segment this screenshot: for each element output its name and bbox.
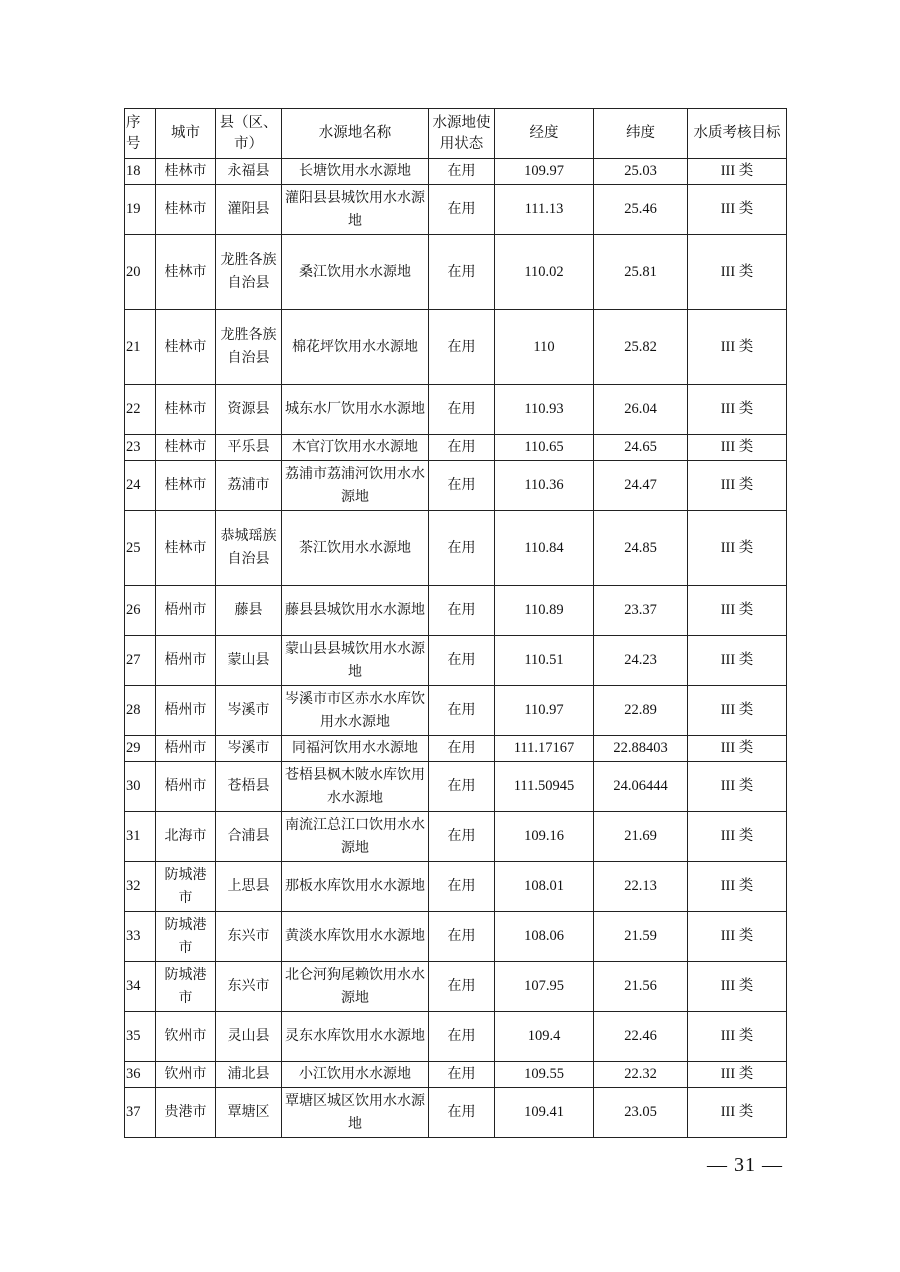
cell-target: III 类 (688, 1062, 787, 1088)
cell-status: 在用 (429, 1088, 495, 1138)
cell-seq: 24 (125, 461, 156, 511)
cell-target: III 类 (688, 159, 787, 185)
cell-lon: 109.4 (495, 1012, 594, 1062)
cell-lon: 111.50945 (495, 762, 594, 812)
cell-city: 桂林市 (156, 461, 216, 511)
cell-lon: 109.41 (495, 1088, 594, 1138)
cell-city: 钦州市 (156, 1062, 216, 1088)
cell-lon: 109.55 (495, 1062, 594, 1088)
cell-target: III 类 (688, 586, 787, 636)
cell-seq: 27 (125, 636, 156, 686)
cell-name: 岑溪市市区赤水水库饮用水水源地 (282, 686, 429, 736)
cell-lat: 22.13 (594, 862, 688, 912)
cell-target: III 类 (688, 185, 787, 235)
cell-status: 在用 (429, 586, 495, 636)
cell-name: 桑江饮用水水源地 (282, 235, 429, 310)
table-row (125, 1088, 787, 1138)
cell-seq: 22 (125, 385, 156, 435)
cell-city: 桂林市 (156, 235, 216, 310)
cell-seq: 21 (125, 310, 156, 385)
table-row (125, 912, 787, 962)
header-seq: 序号 (125, 109, 156, 159)
table-row (125, 511, 787, 586)
cell-status: 在用 (429, 636, 495, 686)
cell-city: 防城港市 (156, 962, 216, 1012)
cell-target: III 类 (688, 912, 787, 962)
cell-name: 灵东水库饮用水水源地 (282, 1012, 429, 1062)
cell-status: 在用 (429, 461, 495, 511)
cell-name: 黄淡水库饮用水水源地 (282, 912, 429, 962)
cell-seq: 35 (125, 1012, 156, 1062)
cell-city: 梧州市 (156, 586, 216, 636)
cell-lon: 110.97 (495, 686, 594, 736)
cell-lon: 110.93 (495, 385, 594, 435)
cell-city: 贵港市 (156, 1088, 216, 1138)
cell-lon: 109.16 (495, 812, 594, 862)
cell-county: 藤县 (216, 586, 282, 636)
cell-target: III 类 (688, 385, 787, 435)
cell-lon: 110 (495, 310, 594, 385)
cell-name: 棉花坪饮用水水源地 (282, 310, 429, 385)
cell-lon: 108.06 (495, 912, 594, 962)
cell-county: 浦北县 (216, 1062, 282, 1088)
cell-status: 在用 (429, 736, 495, 762)
cell-county: 岑溪市 (216, 686, 282, 736)
cell-county: 合浦县 (216, 812, 282, 862)
cell-county: 平乐县 (216, 435, 282, 461)
cell-city: 梧州市 (156, 686, 216, 736)
cell-status: 在用 (429, 1012, 495, 1062)
cell-status: 在用 (429, 862, 495, 912)
cell-city: 桂林市 (156, 159, 216, 185)
cell-lat: 24.06444 (594, 762, 688, 812)
cell-county: 资源县 (216, 385, 282, 435)
cell-lat: 23.05 (594, 1088, 688, 1138)
cell-lat: 24.23 (594, 636, 688, 686)
table-row (125, 435, 787, 461)
cell-seq: 33 (125, 912, 156, 962)
cell-target: III 类 (688, 736, 787, 762)
cell-seq: 20 (125, 235, 156, 310)
cell-city: 梧州市 (156, 636, 216, 686)
cell-lat: 25.03 (594, 159, 688, 185)
cell-city: 梧州市 (156, 736, 216, 762)
header-county: 县（区、市） (216, 109, 282, 159)
cell-seq: 37 (125, 1088, 156, 1138)
cell-status: 在用 (429, 962, 495, 1012)
cell-city: 桂林市 (156, 435, 216, 461)
cell-city: 防城港市 (156, 862, 216, 912)
cell-lon: 110.51 (495, 636, 594, 686)
cell-target: III 类 (688, 310, 787, 385)
cell-status: 在用 (429, 912, 495, 962)
cell-target: III 类 (688, 235, 787, 310)
cell-county: 覃塘区 (216, 1088, 282, 1138)
table-row (125, 461, 787, 511)
cell-seq: 34 (125, 962, 156, 1012)
cell-seq: 23 (125, 435, 156, 461)
cell-county: 东兴市 (216, 912, 282, 962)
cell-name: 小江饮用水水源地 (282, 1062, 429, 1088)
cell-lon: 109.97 (495, 159, 594, 185)
cell-name: 南流江总江口饮用水水源地 (282, 812, 429, 862)
cell-target: III 类 (688, 636, 787, 686)
cell-city: 桂林市 (156, 310, 216, 385)
page-number: — 31 — (707, 1154, 783, 1176)
cell-target: III 类 (688, 686, 787, 736)
cell-target: III 类 (688, 511, 787, 586)
cell-lat: 21.59 (594, 912, 688, 962)
cell-status: 在用 (429, 159, 495, 185)
cell-lat: 23.37 (594, 586, 688, 636)
cell-status: 在用 (429, 686, 495, 736)
table-row (125, 1062, 787, 1088)
cell-name: 荔浦市荔浦河饮用水水源地 (282, 461, 429, 511)
cell-name: 灌阳县县城饮用水水源地 (282, 185, 429, 235)
cell-seq: 19 (125, 185, 156, 235)
table-row (125, 636, 787, 686)
table-row (125, 310, 787, 385)
cell-lat: 21.69 (594, 812, 688, 862)
cell-seq: 25 (125, 511, 156, 586)
cell-lon: 110.89 (495, 586, 594, 636)
header-lon: 经度 (495, 109, 594, 159)
cell-county: 岑溪市 (216, 736, 282, 762)
cell-seq: 32 (125, 862, 156, 912)
cell-target: III 类 (688, 762, 787, 812)
cell-status: 在用 (429, 1062, 495, 1088)
water-source-table (124, 108, 787, 1138)
cell-county: 东兴市 (216, 962, 282, 1012)
table-row (125, 159, 787, 185)
cell-county: 蒙山县 (216, 636, 282, 686)
table-row (125, 385, 787, 435)
cell-target: III 类 (688, 435, 787, 461)
cell-lon: 110.36 (495, 461, 594, 511)
cell-city: 钦州市 (156, 1012, 216, 1062)
table-row (125, 862, 787, 912)
cell-city: 梧州市 (156, 762, 216, 812)
cell-county: 上思县 (216, 862, 282, 912)
cell-name: 木官汀饮用水水源地 (282, 435, 429, 461)
cell-target: III 类 (688, 962, 787, 1012)
cell-lat: 26.04 (594, 385, 688, 435)
cell-target: III 类 (688, 1088, 787, 1138)
cell-seq: 30 (125, 762, 156, 812)
cell-lon: 111.13 (495, 185, 594, 235)
cell-city: 北海市 (156, 812, 216, 862)
table-row (125, 185, 787, 235)
cell-name: 覃塘区城区饮用水水源地 (282, 1088, 429, 1138)
cell-city: 防城港市 (156, 912, 216, 962)
cell-lon: 110.65 (495, 435, 594, 461)
cell-county: 龙胜各族自治县 (216, 235, 282, 310)
table-row (125, 686, 787, 736)
cell-lat: 24.47 (594, 461, 688, 511)
cell-lat: 24.85 (594, 511, 688, 586)
cell-seq: 18 (125, 159, 156, 185)
cell-target: III 类 (688, 1012, 787, 1062)
cell-city: 桂林市 (156, 385, 216, 435)
cell-lon: 111.17167 (495, 736, 594, 762)
table-row (125, 1012, 787, 1062)
cell-name: 长塘饮用水水源地 (282, 159, 429, 185)
cell-target: III 类 (688, 461, 787, 511)
cell-name: 那板水库饮用水水源地 (282, 862, 429, 912)
cell-seq: 31 (125, 812, 156, 862)
header-city: 城市 (156, 109, 216, 159)
table-row (125, 235, 787, 310)
cell-name: 城东水厂饮用水水源地 (282, 385, 429, 435)
cell-status: 在用 (429, 435, 495, 461)
header-name: 水源地名称 (282, 109, 429, 159)
cell-name: 茶江饮用水水源地 (282, 511, 429, 586)
cell-lon: 108.01 (495, 862, 594, 912)
table-row (125, 812, 787, 862)
cell-lat: 21.56 (594, 962, 688, 1012)
cell-status: 在用 (429, 235, 495, 310)
table-row (125, 736, 787, 762)
cell-lat: 25.82 (594, 310, 688, 385)
cell-county: 灌阳县 (216, 185, 282, 235)
cell-lat: 25.81 (594, 235, 688, 310)
cell-lat: 24.65 (594, 435, 688, 461)
cell-seq: 28 (125, 686, 156, 736)
cell-county: 恭城瑶族自治县 (216, 511, 282, 586)
cell-name: 藤县县城饮用水水源地 (282, 586, 429, 636)
table-row (125, 586, 787, 636)
cell-lon: 107.95 (495, 962, 594, 1012)
cell-status: 在用 (429, 511, 495, 586)
cell-lon: 110.02 (495, 235, 594, 310)
cell-name: 同福河饮用水水源地 (282, 736, 429, 762)
cell-name: 北仑河狗尾赖饮用水水源地 (282, 962, 429, 1012)
table-header-row (125, 109, 787, 159)
cell-lat: 22.46 (594, 1012, 688, 1062)
cell-status: 在用 (429, 812, 495, 862)
table-row (125, 962, 787, 1012)
cell-seq: 36 (125, 1062, 156, 1088)
cell-status: 在用 (429, 762, 495, 812)
cell-city: 桂林市 (156, 511, 216, 586)
cell-city: 桂林市 (156, 185, 216, 235)
header-target: 水质考核目标 (688, 109, 787, 159)
header-status: 水源地使用状态 (429, 109, 495, 159)
cell-name: 苍梧县枫木陂水库饮用水水源地 (282, 762, 429, 812)
cell-lat: 22.88403 (594, 736, 688, 762)
cell-seq: 29 (125, 736, 156, 762)
cell-lat: 22.89 (594, 686, 688, 736)
cell-target: III 类 (688, 862, 787, 912)
cell-lon: 110.84 (495, 511, 594, 586)
cell-county: 龙胜各族自治县 (216, 310, 282, 385)
table-row (125, 762, 787, 812)
cell-status: 在用 (429, 310, 495, 385)
cell-lat: 22.32 (594, 1062, 688, 1088)
cell-county: 苍梧县 (216, 762, 282, 812)
cell-county: 灵山县 (216, 1012, 282, 1062)
cell-status: 在用 (429, 185, 495, 235)
cell-target: III 类 (688, 812, 787, 862)
cell-status: 在用 (429, 385, 495, 435)
cell-lat: 25.46 (594, 185, 688, 235)
cell-county: 永福县 (216, 159, 282, 185)
cell-name: 蒙山县县城饮用水水源地 (282, 636, 429, 686)
cell-seq: 26 (125, 586, 156, 636)
cell-county: 荔浦市 (216, 461, 282, 511)
header-lat: 纬度 (594, 109, 688, 159)
